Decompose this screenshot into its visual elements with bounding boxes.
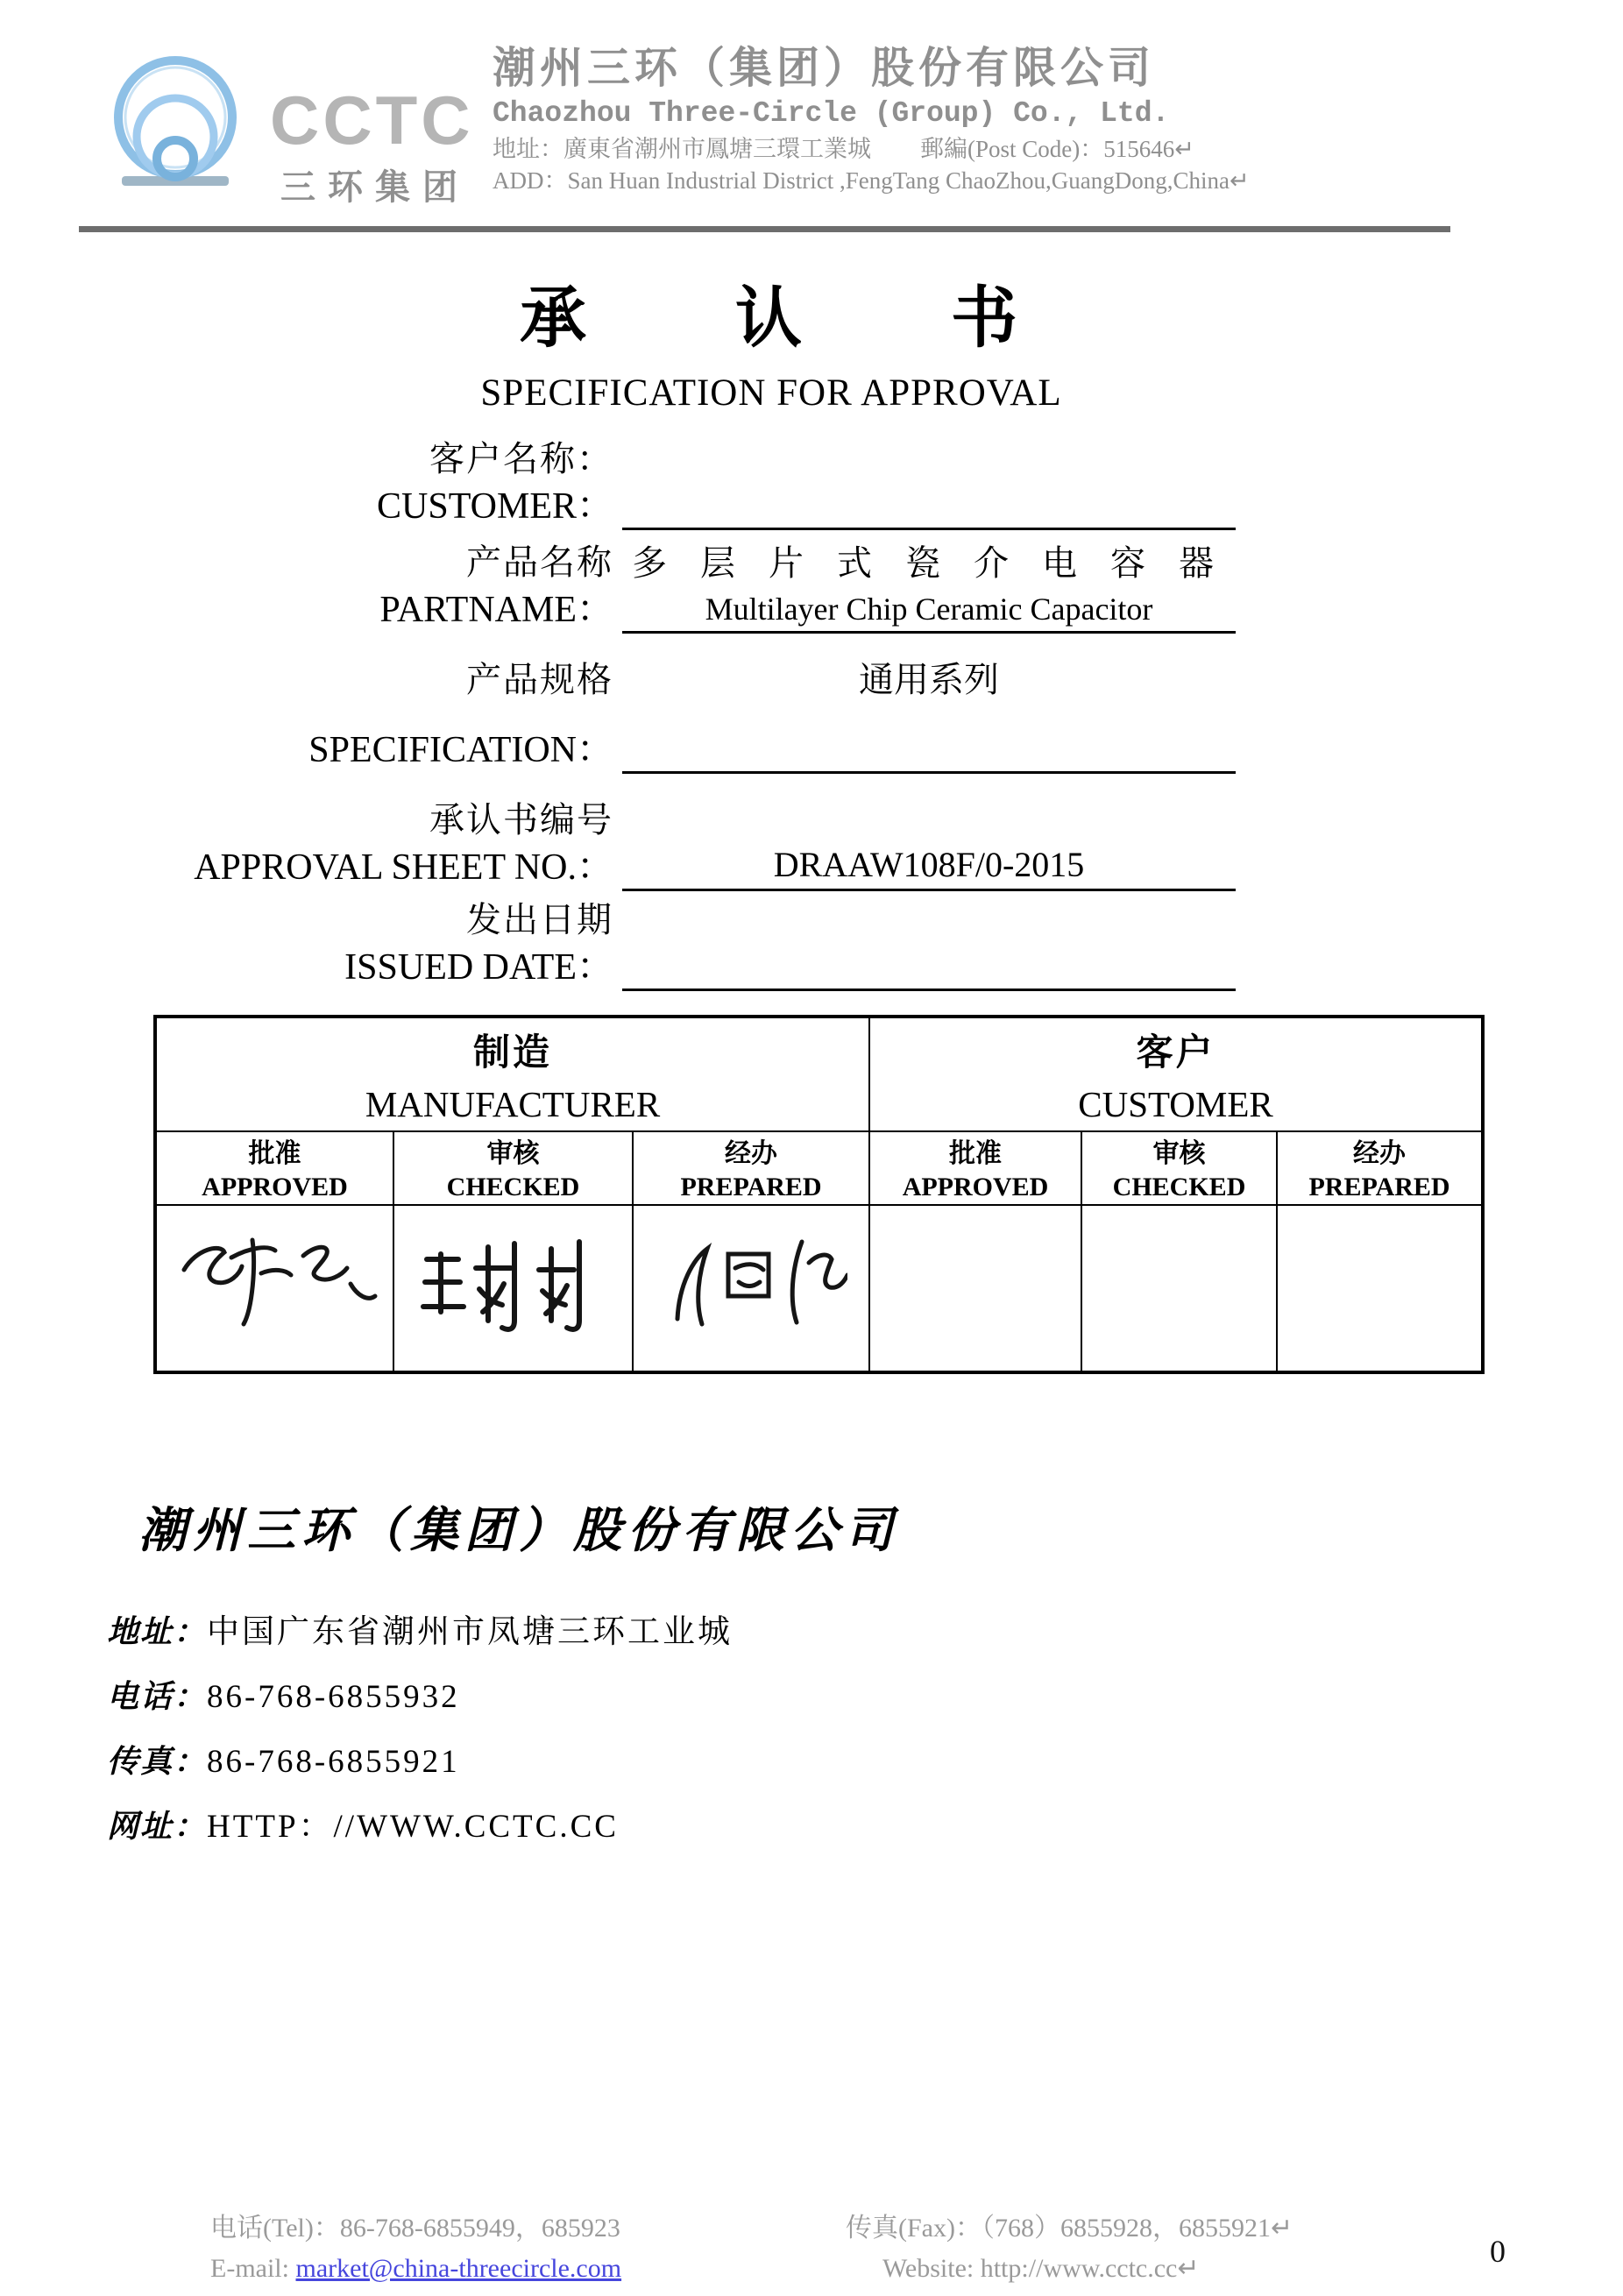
footer-left — [210, 2208, 621, 2289]
form-row-sheet-no — [70, 797, 1262, 891]
approval-signature-table — [153, 1015, 1485, 1374]
approval-form — [70, 436, 1262, 991]
column-header-mfr-checked — [393, 1131, 633, 1205]
sheet-no-label-en: APPROVAL SHEET NO.： — [194, 847, 613, 888]
spec-value-cn: 通用系列 — [859, 660, 999, 699]
company-contact-list — [107, 1611, 733, 1870]
col-label-cn: 批准 — [949, 1139, 1003, 1168]
customer-header-label-en: CUSTOMER — [1078, 1084, 1273, 1124]
signature-cell-mfr-checked — [393, 1205, 633, 1372]
spec-label-cn: 产品规格 — [466, 660, 613, 699]
contact-line-phone — [107, 1676, 733, 1740]
contact-label: 网址： — [107, 1809, 208, 1844]
issued-date-value-line — [622, 980, 1236, 991]
spec-value-en-line — [622, 762, 1236, 774]
column-header-cust-prepared — [1277, 1131, 1483, 1205]
column-header-cust-approved — [869, 1131, 1081, 1205]
col-label-en: APPROVED — [202, 1173, 348, 1201]
sheet-no-label-cn: 承认书编号 — [429, 800, 613, 840]
column-header-cust-checked — [1081, 1131, 1277, 1205]
footer-email-label: E-mail: — [210, 2254, 289, 2283]
handwritten-signature-approved-icon — [170, 1221, 380, 1361]
manufacturer-header-cell — [155, 1017, 869, 1131]
company-name-brush: 潮州三环（集团）股份有限公司 — [138, 1504, 900, 1557]
header-divider — [79, 226, 1450, 232]
customer-value-line — [622, 519, 1236, 530]
form-row-spec-cn — [70, 656, 1262, 704]
page-number: 0 — [1490, 2234, 1506, 2269]
col-label-en: PREPARED — [1308, 1173, 1450, 1201]
logo-group-text: 三环集团 — [280, 167, 470, 207]
document-title-cn: 承 认 书 — [520, 282, 1023, 356]
partname-label-en: PARTNAME： — [379, 590, 613, 630]
header-address-line-cn — [493, 133, 1544, 165]
issued-date-value — [622, 980, 1236, 989]
customer-label-cn: 客户名称： — [429, 439, 613, 478]
customer-value — [622, 519, 1236, 528]
customer-header-label-cn: 客户 — [1136, 1033, 1215, 1074]
partname-label-cn: 产品名称 — [466, 542, 613, 582]
table-row-party-headers — [155, 1017, 1483, 1131]
table-row-signatures — [155, 1205, 1483, 1372]
issued-date-label-en: ISSUED DATE： — [344, 947, 613, 988]
contact-label: 传真： — [107, 1744, 208, 1779]
cctc-three-rings-logo-icon — [90, 46, 259, 195]
customer-labels — [70, 436, 622, 530]
footer-email-line — [210, 2249, 621, 2289]
sheet-no-value-line — [622, 841, 1236, 891]
company-name-en: Chaozhou Three-Circle (Group) Co., Ltd. — [493, 97, 1170, 130]
spec-value-cn-line — [622, 656, 1236, 704]
signature-cell-mfr-prepared — [633, 1205, 869, 1372]
spec-value-en — [622, 762, 1236, 771]
col-label-en: CHECKED — [1112, 1173, 1246, 1201]
form-row-issued-date — [70, 896, 1262, 991]
document-title-en: SPECIFICATION FOR APPROVAL — [480, 372, 1062, 414]
footer-website: Website: http://www.cctc.cc↵ — [882, 2254, 1200, 2283]
col-label-cn: 审核 — [1152, 1139, 1206, 1168]
col-label-cn: 批准 — [248, 1139, 301, 1168]
sheet-no-labels — [70, 797, 622, 891]
col-label-en: APPROVED — [902, 1173, 1049, 1201]
signature-cell-cust-checked — [1081, 1205, 1277, 1372]
contact-line-fax — [107, 1740, 733, 1805]
partname-value-en: Multilayer Chip Ceramic Capacitor — [705, 592, 1153, 627]
form-row-customer — [70, 436, 1262, 530]
column-header-mfr-prepared — [633, 1131, 869, 1205]
table-row-role-headers — [155, 1131, 1483, 1205]
header-address-line-en: ADD：San Huan Industrial District ,FengTang ChaoZhou,GuangDong,China↵ — [493, 167, 1250, 194]
footer-email-link[interactable]: market@china-threecircle.com — [295, 2254, 622, 2283]
logo-cctc-text: CCTC — [270, 81, 474, 159]
issued-date-label-cn: 发出日期 — [466, 900, 613, 939]
contact-value: HTTP：//WWW.CCTC.CC — [207, 1809, 619, 1845]
col-label-cn: 经办 — [725, 1139, 777, 1168]
col-label-cn: 审核 — [486, 1139, 540, 1168]
partname-value-line — [622, 540, 1236, 634]
col-label-cn: 经办 — [1353, 1139, 1407, 1168]
partname-labels — [70, 539, 622, 634]
spec-label-en: SPECIFICATION： — [308, 730, 613, 770]
company-name-cn: 潮州三环（集团）股份有限公司 — [493, 44, 1156, 92]
footer-fax: 传真(Fax)：（768）6855928，6855921↵ — [846, 2214, 1293, 2243]
contact-line-address — [107, 1611, 733, 1676]
form-row-spec-en — [70, 726, 1262, 774]
handwritten-signature-prepared-icon — [655, 1221, 847, 1361]
footer-right — [846, 2208, 1293, 2289]
column-header-mfr-approved — [155, 1131, 393, 1205]
contact-line-website — [107, 1805, 733, 1870]
contact-value: 86-768-6855921 — [207, 1744, 460, 1780]
customer-label-en: CUSTOMER： — [377, 486, 613, 527]
footer-tel: 电话(Tel)：86-768-6855949，685923 — [210, 2214, 620, 2243]
contact-value: 中国广东省潮州市凤塘三环工业城 — [207, 1614, 734, 1650]
col-label-en: CHECKED — [446, 1173, 580, 1201]
issued-date-labels — [70, 896, 622, 991]
signature-cell-mfr-approved — [155, 1205, 393, 1372]
spec-labels-cn — [70, 656, 622, 704]
contact-label: 电话： — [107, 1679, 208, 1714]
contact-value: 86-768-6855932 — [207, 1679, 460, 1715]
manufacturer-label-en: MANUFACTURER — [365, 1084, 661, 1124]
manufacturer-label-cn: 制造 — [473, 1033, 553, 1074]
partname-value-cn: 多 层 片 式 瓷 介 电 容 器 — [632, 543, 1226, 583]
col-label-en: PREPARED — [680, 1173, 822, 1201]
signature-cell-cust-prepared — [1277, 1205, 1483, 1372]
spec-labels-en — [70, 726, 622, 774]
address-cn: 地址：廣東省潮州市鳳塘三環工業城 — [493, 136, 871, 162]
handwritten-signature-checked-icon — [413, 1221, 614, 1361]
signature-cell-cust-approved — [869, 1205, 1081, 1372]
sheet-no-value: DRAAW108F/0-2015 — [773, 845, 1085, 884]
form-row-partname — [70, 539, 1262, 634]
header-company-block — [493, 42, 1544, 196]
contact-label: 地址： — [107, 1614, 208, 1649]
postcode: 郵編(Post Code)：515646↵ — [920, 136, 1194, 162]
customer-header-cell — [869, 1017, 1483, 1131]
